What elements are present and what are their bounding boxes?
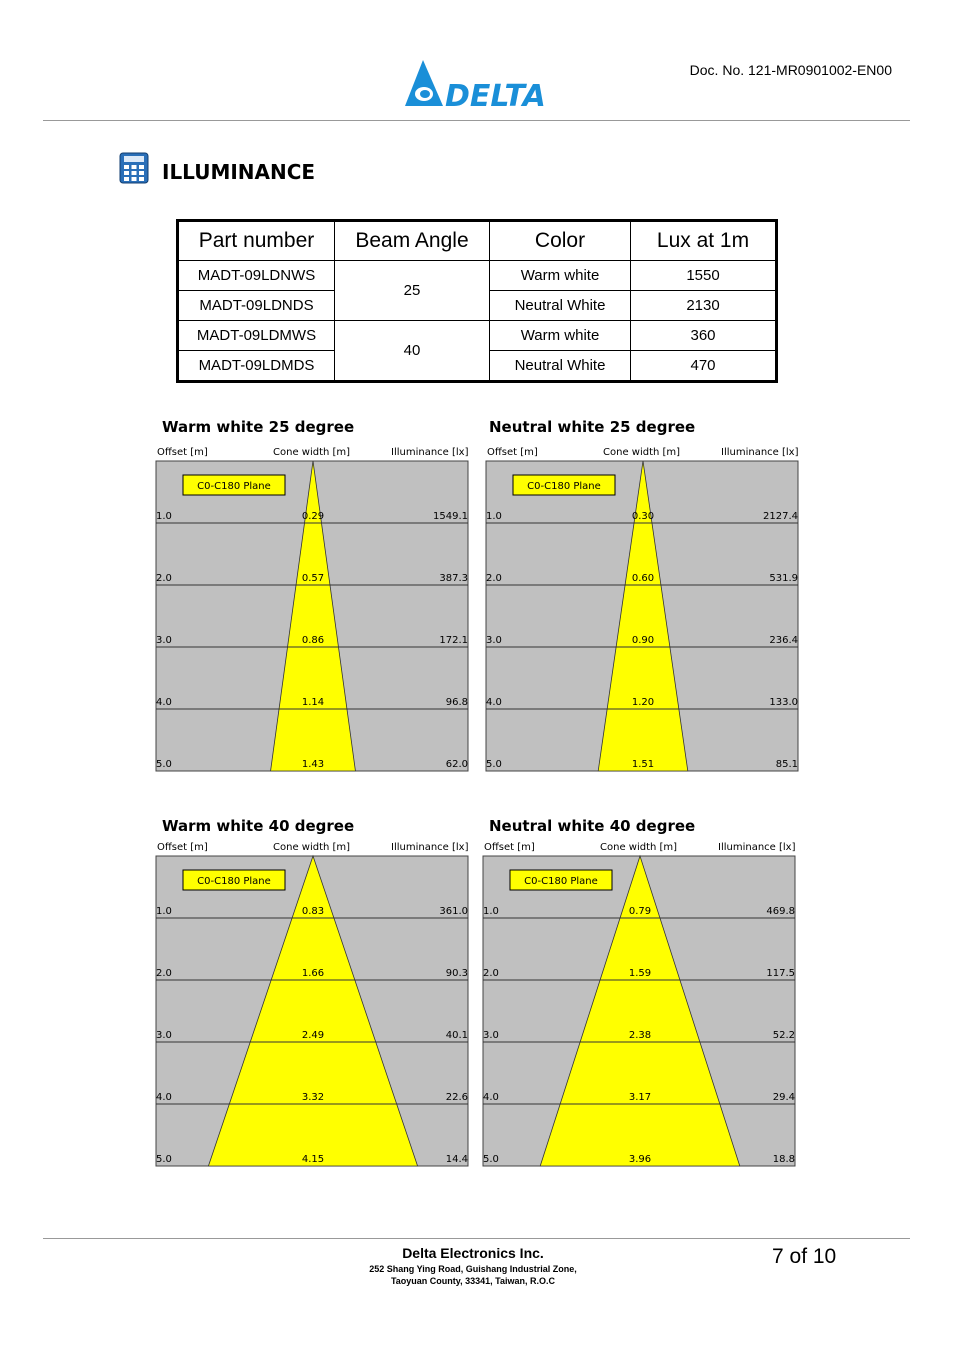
doc-number: Doc. No. 121-MR0901002-EN00 <box>689 62 892 78</box>
plane-label: C0-C180 Plane <box>197 481 271 492</box>
column-label: Illuminance [lx] <box>721 447 799 458</box>
color-cell: Neutral White <box>490 351 631 382</box>
cone-width-label: 0.90 <box>631 635 655 646</box>
cone-width-label: 3.96 <box>628 1154 652 1165</box>
offset-label: 3.0 <box>156 1030 172 1041</box>
address-line-2: Taoyuan County, 33341, Taiwan, R.O.C <box>390 1276 556 1286</box>
illuminance-label: 172.1 <box>439 635 468 646</box>
plane-label: C0-C180 Plane <box>527 481 601 492</box>
lux-cell: 470 <box>631 351 777 382</box>
column-label: Offset [m] <box>484 842 535 853</box>
offset-label: 5.0 <box>486 759 502 770</box>
cone-width-label: 4.15 <box>301 1154 325 1165</box>
company-name: Delta Electronics Inc. <box>402 1245 544 1261</box>
cone-width-label: 1.14 <box>301 697 325 708</box>
illuminance-label: 117.5 <box>766 968 795 979</box>
plane-label: C0-C180 Plane <box>197 876 271 887</box>
cone-width-label: 3.17 <box>628 1092 652 1103</box>
address-line-1: 252 Shang Ying Road, Guishang Industrial Zone, <box>369 1264 577 1274</box>
spec-table <box>176 219 778 383</box>
part-number-cell: MADT-09LDNWS <box>178 261 335 291</box>
cone-chart-svg <box>155 838 475 1174</box>
section-title: ILLUMINANCE <box>162 160 316 184</box>
plane-label: C0-C180 Plane <box>524 876 598 887</box>
beam-angle-cell: 40 <box>335 321 490 382</box>
lux-cell: 1550 <box>631 261 777 291</box>
offset-label: 1.0 <box>486 511 502 522</box>
offset-label: 3.0 <box>156 635 172 646</box>
color-cell: Neutral White <box>490 291 631 321</box>
offset-label: 3.0 <box>486 635 502 646</box>
offset-label: 2.0 <box>156 968 172 979</box>
offset-label: 2.0 <box>483 968 499 979</box>
cone-width-label: 0.30 <box>631 511 655 522</box>
cone-width-label: 2.49 <box>301 1030 325 1041</box>
column-label: Illuminance [lx] <box>391 447 469 458</box>
illuminance-label: 85.1 <box>775 759 798 770</box>
cone-chart-svg <box>482 838 802 1174</box>
offset-label: 2.0 <box>156 573 172 584</box>
illuminance-label: 2127.4 <box>763 511 798 522</box>
column-label: Illuminance [lx] <box>718 842 796 853</box>
table-header-row <box>178 221 777 261</box>
illuminance-label: 236.4 <box>769 635 798 646</box>
column-label: Cone width [m] <box>273 842 351 853</box>
offset-label: 5.0 <box>156 759 172 770</box>
offset-label: 1.0 <box>483 906 499 917</box>
cone-chart-ww40 <box>155 838 475 1174</box>
chart-title-ww25: Warm white 25 degree <box>162 418 355 436</box>
illuminance-label: 1549.1 <box>433 511 468 522</box>
illuminance-label: 361.0 <box>439 906 468 917</box>
illuminance-label: 387.3 <box>439 573 468 584</box>
logo-text: DELTA <box>445 79 546 110</box>
col-part-number: Part number <box>178 221 335 261</box>
illuminance-label: 62.0 <box>445 759 468 770</box>
cone-chart-nw25 <box>485 443 805 779</box>
illuminance-label: 90.3 <box>445 968 468 979</box>
footer-divider <box>43 1238 910 1239</box>
illuminance-label: 96.8 <box>445 697 468 708</box>
cone-chart-svg <box>485 443 805 779</box>
cone-width-label: 1.43 <box>301 759 325 770</box>
illuminance-label: 133.0 <box>769 697 798 708</box>
cone-width-label: 0.60 <box>631 573 655 584</box>
illuminance-label: 22.6 <box>445 1092 468 1103</box>
illuminance-label: 14.4 <box>445 1154 468 1165</box>
page-number: 7 of 10 <box>772 1245 837 1268</box>
cone-width-label: 3.32 <box>301 1092 325 1103</box>
column-label: Cone width [m] <box>603 447 681 458</box>
cone-width-label: 0.29 <box>301 511 325 522</box>
offset-label: 4.0 <box>156 697 172 708</box>
chart-title-nw25: Neutral white 25 degree <box>489 418 696 436</box>
illuminance-label: 52.2 <box>772 1030 795 1041</box>
part-number-cell: MADT-09LDMWS <box>178 321 335 351</box>
column-label: Offset [m] <box>157 447 208 458</box>
cone-width-label: 0.79 <box>628 906 652 917</box>
table-row <box>178 261 777 291</box>
chart-title-nw40: Neutral white 40 degree <box>489 817 696 835</box>
illuminance-label: 40.1 <box>445 1030 468 1041</box>
illuminance-label: 18.8 <box>772 1154 795 1165</box>
offset-label: 1.0 <box>156 511 172 522</box>
illuminance-label: 469.8 <box>766 906 795 917</box>
cone-width-label: 0.57 <box>301 573 325 584</box>
cone-width-label: 0.83 <box>301 906 325 917</box>
cone-width-label: 1.59 <box>628 968 652 979</box>
cone-width-label: 1.66 <box>301 968 325 979</box>
offset-label: 4.0 <box>156 1092 172 1103</box>
cone-width-label: 1.51 <box>631 759 655 770</box>
column-label: Offset [m] <box>487 447 538 458</box>
offset-label: 1.0 <box>156 906 172 917</box>
delta-logo <box>403 58 549 110</box>
chart-title-ww40: Warm white 40 degree <box>162 817 355 835</box>
offset-label: 4.0 <box>483 1092 499 1103</box>
col-beam-angle: Beam Angle <box>335 221 490 261</box>
offset-label: 2.0 <box>486 573 502 584</box>
part-number-cell: MADT-09LDNDS <box>178 291 335 321</box>
cone-chart-svg <box>155 443 475 779</box>
lux-cell: 2130 <box>631 291 777 321</box>
column-label: Cone width [m] <box>600 842 678 853</box>
offset-label: 5.0 <box>156 1154 172 1165</box>
illuminance-label: 29.4 <box>772 1092 795 1103</box>
calculator-icon <box>119 152 149 184</box>
column-label: Illuminance [lx] <box>391 842 469 853</box>
cone-width-label: 0.86 <box>301 635 325 646</box>
column-label: Cone width [m] <box>273 447 351 458</box>
col-lux: Lux at 1m <box>631 221 777 261</box>
part-number-cell: MADT-09LDMDS <box>178 351 335 382</box>
color-cell: Warm white <box>490 321 631 351</box>
cone-width-label: 2.38 <box>628 1030 652 1041</box>
table-row <box>178 321 777 351</box>
header-divider <box>43 120 910 121</box>
color-cell: Warm white <box>490 261 631 291</box>
illuminance-label: 531.9 <box>769 573 798 584</box>
cone-width-label: 1.20 <box>631 697 655 708</box>
cone-chart-ww25 <box>155 443 475 779</box>
cone-chart-nw40 <box>482 838 802 1174</box>
offset-label: 5.0 <box>483 1154 499 1165</box>
column-label: Offset [m] <box>157 842 208 853</box>
offset-label: 4.0 <box>486 697 502 708</box>
lux-cell: 360 <box>631 321 777 351</box>
offset-label: 3.0 <box>483 1030 499 1041</box>
beam-angle-cell: 25 <box>335 261 490 321</box>
col-color: Color <box>490 221 631 261</box>
